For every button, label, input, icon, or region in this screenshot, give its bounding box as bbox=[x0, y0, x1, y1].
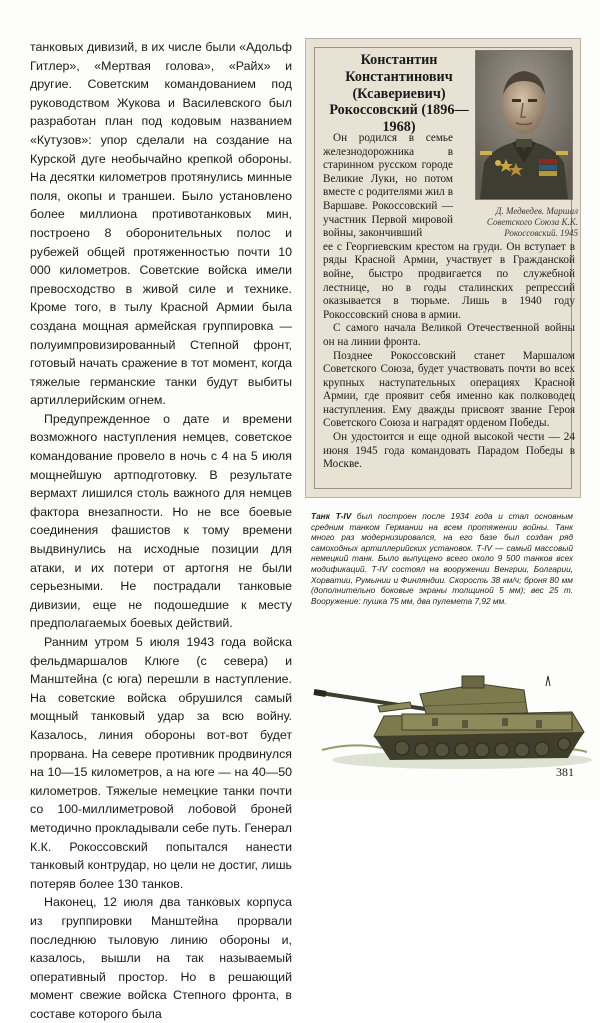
bio-paragraph-1-continued: ее с Георгиевским крестом на груди. Он вступает в ряды Красной Армии, участвует в Гражданской войне, быстро продвигается по служебной лестнице, но в годы сталинских репрессий оказывается в тюрьме. Лишь в 1940 году Рокоссовский снова в армии. bbox=[323, 240, 575, 321]
main-paragraph-2: Предупрежденное о дате и времени возможного наступления немцев, советское командование провело в ночь с 4 на 5 июля мощнейшую артподготовку. В результате вермахт лишился столь важного для немцев фактора внезапности. Но не все боевые соединения фашистов к тому времени выдвинулись на исходные позиции для атаки, и их потери от артогня не были серьезными. Не пострадали танковые дивизии, еще не подошедшие к месту предполагаемых боевых действий. bbox=[30, 411, 292, 631]
main-paragraph-3: Ранним утром 5 июля 1943 года войска фельдмаршалов Клюге (с севера) и Манштейна (с юга) перешли в наступление. На советские войска обрушился самый мощный танковый удар за всю войну. Казалось, линия обороны вот-вот будет прорвана. На севере противник продвинулся на 10—15 километров, а на юге — на 40—50 километров. Тяжелые немецкие танки почти со 100-миллиметровой лобовой броней методично прокладывали себе путь. Генерал К.К. Рокоссовский попытался нанести танковый контрудар, но цели не достиг, лишь потеряв более 130 танков. bbox=[30, 635, 292, 891]
main-paragraph-1: танковых дивизий, в их числе были «Адольф Гитлер», «Мертвая голова», «Райх» и другие. Советским командованием под руководством Жукова и Василевского был разработан план под кодовым названием «Кутузов»: упор сделали на создание на Курской дуге необычайно крепкой обороны. На десятки километров протянулись минные поля, окопы и траншеи. Было установлено более миллиона противотанковых мин, построено 8 оборонительных полос и рубежей общей протяженностью почти 10 000 километров. Советские войска имели превосходство в живой силе и технике. Кроме того, в тылу Красной Армии была создана мощная армейская группировка — полуимпровизированный Степной фронт, готовый начать сражение в тот момент, когда тяжелые германские танки будут выбиты артиллерийским огнем. bbox=[30, 40, 292, 408]
page-number: 381 bbox=[556, 765, 574, 779]
portrait-caption: Д. Медведев. Маршал Советского Союза К.К. Рокоссовский. 1945 bbox=[486, 206, 578, 238]
bio-paragraph-3: Позднее Рокоссовский станет Маршалом Советского Союза, будет участвовать почти во всех крупных наступательных операциях Красной Армии, где проявит себя именно как полководец наступления. Ему дважды присвоят звание Героя Советского Союза и наградят орденом Победы. bbox=[323, 349, 575, 430]
biography-text bbox=[323, 132, 575, 472]
tank-caption bbox=[311, 511, 573, 606]
main-paragraph-4: Наконец, 12 июля два танковых корпуса из группировки Манштейна прорвали последнюю тыловую линию обороны и, казалось, вышли на так называемый оперативный простор. Но в решающий момент свежие войска Степного фронта, в составе которого была bbox=[30, 895, 292, 1021]
bio-paragraph-2: С самого начала Великой Отечественной войны он на линии фронта. bbox=[323, 322, 575, 348]
biography-frame bbox=[314, 47, 578, 489]
tank-t4-drawing bbox=[312, 662, 592, 770]
biography-box bbox=[305, 38, 581, 498]
tank-name: Танк Т-IV bbox=[311, 511, 352, 521]
tank-illustration bbox=[312, 662, 592, 770]
bio-paragraph-4: Он удостоится и еще одной высокой чести — 24 июня 1945 года командовать Парадом Победы в Москве. bbox=[323, 431, 575, 471]
biography-title: Константин Константинович (Ксавериевич) Рокоссовский (1896—1968) bbox=[329, 52, 469, 136]
tank-caption-text: был построен после 1934 года и стал основным средним танком Германии на всем протяжении войны. Танк много раз модернизировался, на его базе был создан ряд самоходных артиллерийских установок. Т-IV — самый массовый немецкий танк. Было выпущено всего около 9 500 танков всех модификаций. Т-IV состоял на вооружении Венгрии, Болгарии, Хорватии, Румынии и Финляндии. Скорость 38 км/ч; броня 80 мм (дополнительно боковые экраны толщиной 5 мм); вес 25 т. Вооружение: пушка 75 мм, два пулемета 7,92 мм. bbox=[311, 511, 573, 606]
main-text-column bbox=[30, 38, 292, 1023]
bio-paragraph-1-start: Он родился в семье железнодорожника в старинном русском городе Великие Луки, но потом вместе с родителями жил в Варшаве. Рокоссовский — участник Первой мировой войны, закончивший bbox=[323, 132, 453, 240]
